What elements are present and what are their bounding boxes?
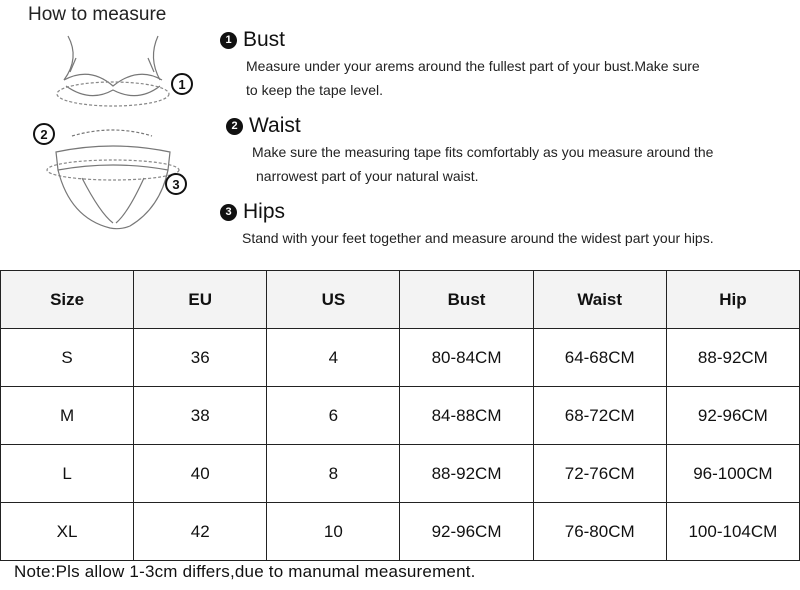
table-row [1, 503, 800, 561]
bust-number-badge: 1 [220, 32, 237, 49]
waist-desc-line-2: narrowest part of your natural waist. [256, 168, 479, 184]
table-cell: L [1, 445, 134, 503]
table-cell: 36 [134, 329, 267, 387]
hips-number-badge: 3 [220, 204, 237, 221]
table-cell: 88-92CM [666, 329, 799, 387]
waist-desc-line-1: Make sure the measuring tape fits comfortably as you measure around the [252, 144, 714, 160]
size-chart-table [0, 270, 800, 561]
waist-description [226, 140, 787, 188]
table-cell: 40 [134, 445, 267, 503]
measure-hips [220, 200, 800, 250]
table-cell: M [1, 387, 134, 445]
table-cell: 8 [267, 445, 400, 503]
measure-bust [220, 28, 776, 102]
table-cell: 84-88CM [400, 387, 533, 445]
bust-desc-line-2: to keep the tape level. [246, 82, 383, 98]
waist-number-badge: 2 [226, 118, 243, 135]
hips-desc-line-1: Stand with your feet together and measure around the widest part your hips. [242, 230, 714, 246]
header-us: US [267, 271, 400, 329]
bust-label: Bust [243, 28, 286, 51]
waist-label: Waist [249, 114, 301, 137]
swimsuit-measure-diagram-icon [20, 28, 205, 243]
table-cell: 100-104CM [666, 503, 799, 561]
header-size: Size [1, 271, 134, 329]
header-bust: Bust [400, 271, 533, 329]
table-cell: 38 [134, 387, 267, 445]
table-cell: 42 [134, 503, 267, 561]
table-row [1, 387, 800, 445]
table-cell: S [1, 329, 134, 387]
table-cell: 4 [267, 329, 400, 387]
table-cell: 68-72CM [533, 387, 666, 445]
measure-waist [226, 114, 787, 188]
table-header-row [1, 271, 800, 329]
table-cell: 92-96CM [666, 387, 799, 445]
table-cell: 72-76CM [533, 445, 666, 503]
header-hip: Hip [666, 271, 799, 329]
table-cell: 80-84CM [400, 329, 533, 387]
measurement-note: Note:Pls allow 1-3cm differs,due to manumal measurement. [14, 562, 476, 581]
hips-description [220, 226, 800, 250]
table-cell: 10 [267, 503, 400, 561]
table-cell: 6 [267, 387, 400, 445]
table-cell: 92-96CM [400, 503, 533, 561]
marker-2: 2 [40, 127, 48, 142]
bust-desc-line-1: Measure under your arems around the fullest part of your bust.Make sure [246, 58, 700, 74]
marker-3: 3 [172, 177, 180, 192]
bust-description [220, 54, 776, 102]
header-waist: Waist [533, 271, 666, 329]
how-to-measure-title: How to measure [28, 4, 167, 25]
table-row [1, 329, 800, 387]
table-cell: XL [1, 503, 134, 561]
table-cell: 96-100CM [666, 445, 799, 503]
table-row [1, 445, 800, 503]
header-eu: EU [134, 271, 267, 329]
table-cell: 64-68CM [533, 329, 666, 387]
hips-label: Hips [243, 200, 286, 223]
table-cell: 88-92CM [400, 445, 533, 503]
marker-1: 1 [178, 77, 186, 92]
table-cell: 76-80CM [533, 503, 666, 561]
